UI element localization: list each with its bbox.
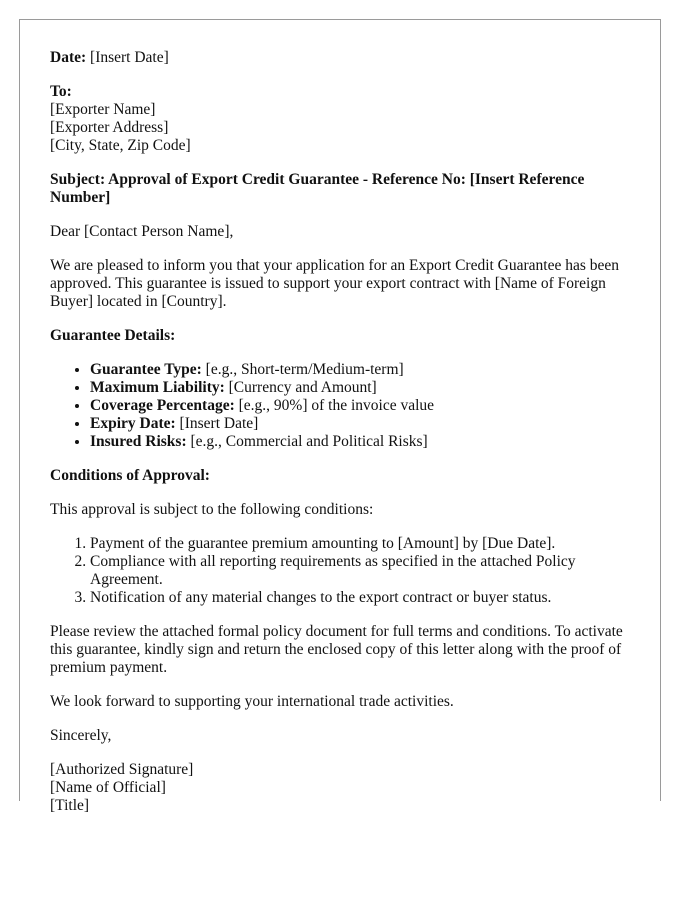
salutation: Dear [Contact Person Name], bbox=[50, 223, 234, 240]
details-heading: Guarantee Details: bbox=[50, 327, 176, 344]
date-line bbox=[50, 49, 630, 67]
conditions-intro: This approval is subject to the following conditions: bbox=[50, 501, 374, 518]
signature-line: [Authorized Signature] bbox=[50, 761, 194, 778]
conditions-list bbox=[50, 535, 630, 607]
detail-value: [Currency and Amount] bbox=[228, 379, 377, 396]
signature-block bbox=[50, 761, 630, 815]
list-item: 1. Payment of the guarantee premium amounting to [Amount] by [Due Date]. bbox=[90, 535, 630, 553]
detail-label: Expiry Date: bbox=[90, 415, 176, 432]
date-label: Date: bbox=[50, 49, 87, 66]
recipient-block bbox=[50, 83, 630, 155]
recipient-name: [Exporter Name] bbox=[50, 101, 156, 118]
detail-value: [e.g., Commercial and Political Risks] bbox=[190, 433, 428, 450]
letter-content bbox=[50, 49, 630, 831]
letter-page bbox=[19, 19, 661, 814]
recipient-address: [Exporter Address] bbox=[50, 119, 169, 136]
detail-label: Maximum Liability: bbox=[90, 379, 225, 396]
list-item bbox=[90, 397, 630, 415]
conditions-heading: Conditions of Approval: bbox=[50, 467, 210, 484]
detail-label: Guarantee Type: bbox=[90, 361, 202, 378]
official-title: [Title] bbox=[50, 797, 90, 814]
list-item bbox=[90, 433, 630, 451]
list-item: 2. Compliance with all reporting requirements as specified in the attached Policy Agreement. bbox=[90, 553, 630, 589]
detail-value: [Insert Date] bbox=[179, 415, 259, 432]
list-item bbox=[90, 415, 630, 433]
review-paragraph: Please review the attached formal policy document for full terms and conditions. To activate this guarantee, kindly sign and return the enclosed copy of this letter along with the proof of premium payment. bbox=[50, 623, 623, 676]
details-list bbox=[50, 361, 630, 451]
official-name: [Name of Official] bbox=[50, 779, 166, 796]
detail-label: Insured Risks: bbox=[90, 433, 187, 450]
list-item bbox=[90, 361, 630, 379]
list-item bbox=[90, 379, 630, 397]
to-label: To: bbox=[50, 83, 72, 100]
detail-value: [e.g., 90%] of the invoice value bbox=[238, 397, 435, 414]
list-item: 3. Notification of any material changes to the export contract or buyer status. bbox=[90, 589, 630, 607]
recipient-city: [City, State, Zip Code] bbox=[50, 137, 191, 154]
detail-label: Coverage Percentage: bbox=[90, 397, 235, 414]
sign-off: Sincerely, bbox=[50, 727, 112, 744]
closing-paragraph: We look forward to supporting your international trade activities. bbox=[50, 693, 454, 710]
intro-paragraph: We are pleased to inform you that your application for an Export Credit Guarantee has been approved. This guarantee is issued to support your export contract with [Name of Foreign Buyer] located in [Country]. bbox=[50, 257, 620, 310]
detail-value: [e.g., Short-term/Medium-term] bbox=[205, 361, 404, 378]
subject-line: Subject: Approval of Export Credit Guarantee - Reference No: [Insert Reference Number] bbox=[50, 171, 585, 206]
date-value: [Insert Date] bbox=[90, 49, 169, 66]
